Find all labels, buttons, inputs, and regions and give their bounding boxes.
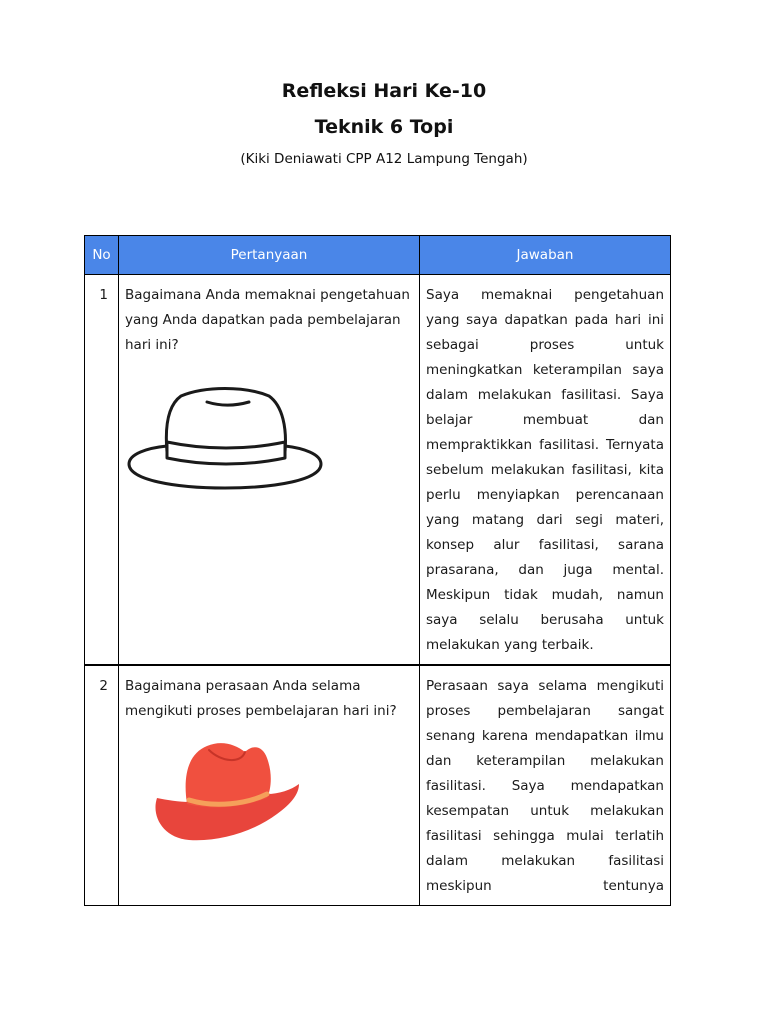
row-number: 1 <box>85 275 119 666</box>
document-subtitle: Teknik 6 Topi <box>314 116 454 138</box>
document-title: Refleksi Hari Ke-10 <box>281 80 487 102</box>
question-cell <box>119 665 420 906</box>
column-header-answer: Jawaban <box>420 236 671 275</box>
row-number: 2 <box>85 665 119 906</box>
white-hat-icon <box>125 384 325 496</box>
column-header-no: No <box>85 236 119 275</box>
red-hat-icon <box>149 738 309 842</box>
question-text: Bagaimana perasaan Anda selama mengikuti proses pembelajaran hari ini? <box>125 678 397 719</box>
answer-cell: Perasaan saya selama mengikuti proses pembelajaran sangat senang karena mendapatkan ilmu dan keterampilan melakukan fasilitasi. Saya mendapatkan kesempatan untuk melakukan fasilitasi sehingga mulai terlatih dalam melakukan fasilitasi meskipun tentunya <box>420 665 671 906</box>
table-row <box>85 275 671 666</box>
reflection-table <box>84 235 671 906</box>
answer-cell: Saya memaknai pengetahuan yang saya dapatkan pada hari ini sebagai proses untuk meningkatkan keterampilan saya dalam melakukan fasilitasi. Saya belajar membuat dan mempraktikkan fasilitasi. Ternyata sebelum melakukan fasilitasi, kita perlu menyiapkan perencanaan yang matang dari segi materi, konsep alur fasilitasi, sarana prasarana, dan juga mental. Meskipun tidak mudah, namun saya selalu berusaha untuk melakukan yang terbaik. <box>420 275 671 666</box>
document-author: (Kiki Deniawati CPP A12 Lampung Tengah) <box>240 151 528 167</box>
table-header-row <box>85 236 671 275</box>
question-text: Bagaimana Anda memaknai pengetahuan yang Anda dapatkan pada pembelajaran hari ini? <box>125 287 410 353</box>
table-row <box>85 665 671 906</box>
column-header-question: Pertanyaan <box>119 236 420 275</box>
question-cell <box>119 275 420 666</box>
